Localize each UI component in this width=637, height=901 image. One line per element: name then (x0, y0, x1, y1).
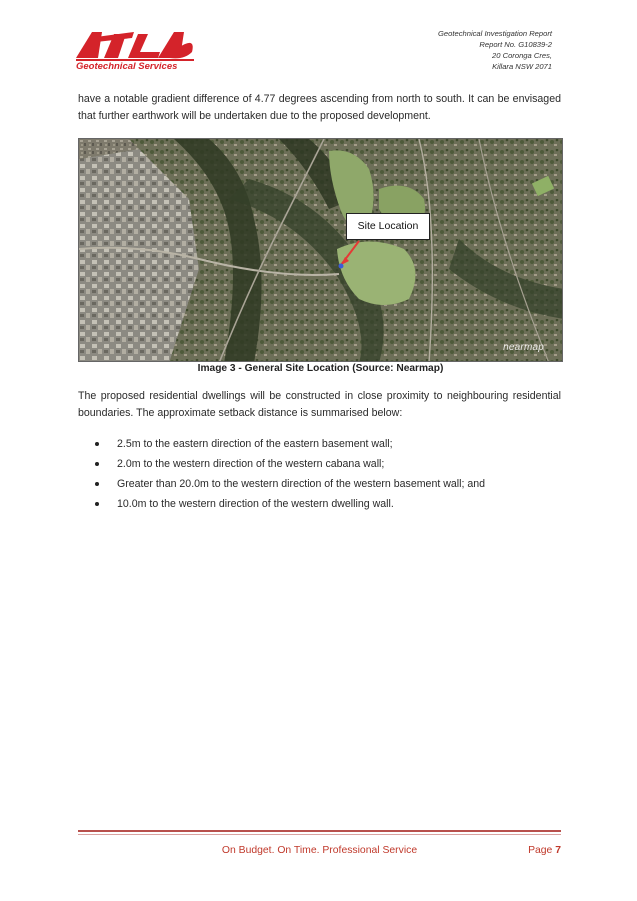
bullet-icon (95, 442, 99, 446)
list-item (93, 434, 563, 454)
list-item-text: 10.0m to the western direction of the western dwelling wall. (117, 498, 394, 510)
page-label: Page (528, 845, 556, 856)
list-item (93, 454, 563, 474)
footer-slogan: On Budget. On Time. Professional Service (221, 845, 418, 856)
footer-divider-thin (78, 834, 561, 835)
site-location-callout: Site Location (346, 213, 430, 240)
site-marker (339, 264, 344, 269)
page-number-value: 7 (555, 845, 561, 856)
logo-subtitle: Geotechnical Services (76, 61, 178, 72)
list-item-text: Greater than 20.0m to the western direction of the western basement wall; and (117, 478, 486, 490)
footer-divider (78, 830, 561, 832)
report-number: Report No. G10839-2 (479, 40, 552, 49)
site-location-map (78, 138, 563, 362)
atlas-logo (74, 28, 198, 72)
bullet-icon (95, 462, 99, 466)
intro-paragraph: have a notable gradient difference of 4.77 degrees ascending from north to south. It can be envisaged that further earthwork will be undertaken due to the proposed development. (78, 93, 561, 122)
list-item (93, 494, 563, 514)
setback-list (93, 434, 563, 514)
address-line-1: 20 Coronga Cres, (492, 51, 552, 60)
report-title: Geotechnical Investigation Report (438, 29, 552, 38)
list-item-text: 2.5m to the eastern direction of the eastern basement wall; (117, 438, 393, 450)
bullet-icon (95, 482, 99, 486)
figure-caption: Image 3 - General Site Location (Source: Nearmap) (197, 363, 444, 374)
address-line-2: Killara NSW 2071 (492, 62, 552, 71)
list-item-text: 2.0m to the western direction of the western cabana wall; (117, 458, 385, 470)
report-header-meta (322, 28, 552, 72)
list-item (93, 474, 563, 494)
nearmap-watermark: nearmap (503, 342, 544, 353)
bullet-icon (95, 502, 99, 506)
setback-paragraph: The proposed residential dwellings will be constructed in close proximity to neighbouring residential boundaries. The approximate setback distance is summarised below: (78, 390, 561, 419)
page-number (528, 845, 561, 856)
